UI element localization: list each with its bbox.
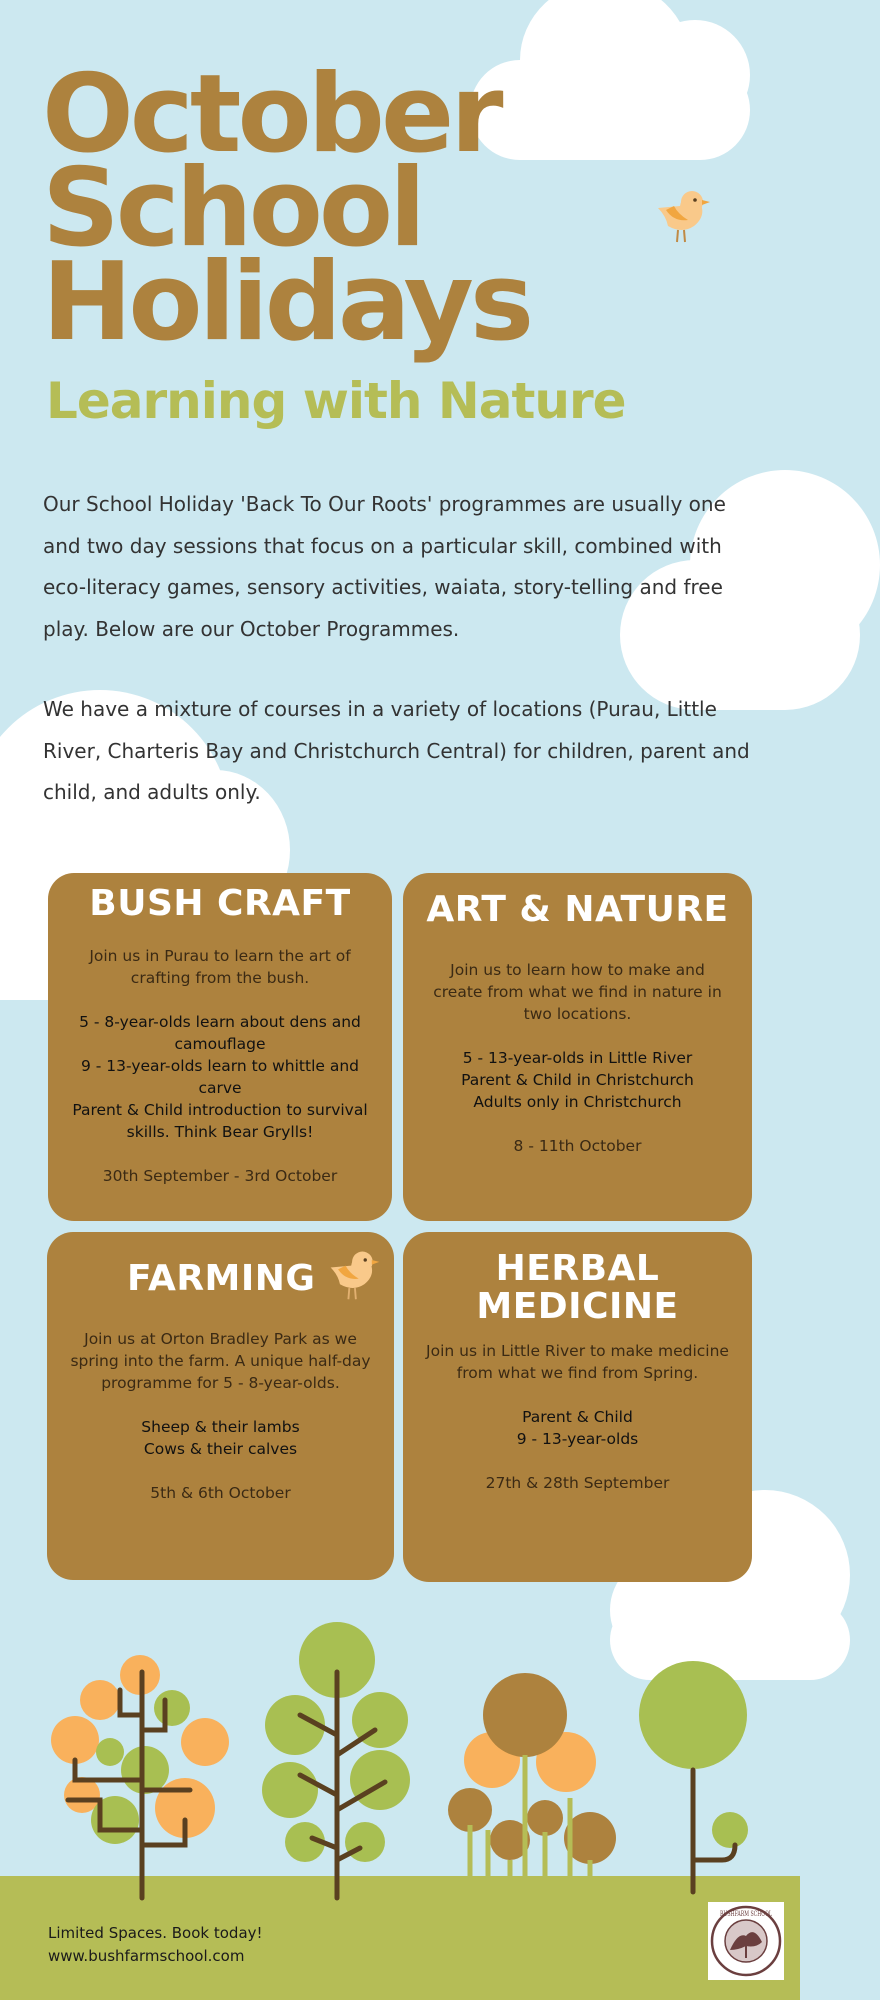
card-line: Parent & Child (522, 1408, 633, 1426)
page-subtitle: Learning with Nature (46, 372, 626, 430)
intro-paragraph-2: We have a mixture of courses in a variety of locations (Purau, Little River, Charteris Bay and Christchurch Central) for children, parent and child, and adults only. (43, 697, 750, 804)
card-line: Parent & Child in Christchurch (461, 1071, 694, 1089)
card-line: 5 - 13-year-olds in Little River (462, 1049, 693, 1067)
card-dates: 5th & 6th October (150, 1484, 291, 1502)
card-dates: 30th September - 3rd October (102, 1167, 338, 1185)
tree-icon (51, 1655, 229, 1898)
footer-cta: Limited Spaces. Book today! (48, 1924, 263, 1942)
page-title: October School Holidays (42, 52, 531, 365)
card-line: Cows & their calves (143, 1440, 298, 1458)
card-description: Join us at Orton Bradley Park as we spring into the farm. A unique half-day programme for 5 - 8-year-olds. (70, 1330, 371, 1392)
footer-contact (48, 1922, 263, 1968)
card-description: Join us in Purau to learn the art of crafting from the bush. (89, 947, 351, 987)
card-line: 5 - 8-year-olds learn about dens and camouflage (79, 1013, 361, 1053)
card-line: 9 - 13-year-olds learn to whittle and carve (80, 1057, 360, 1097)
bird-icon (325, 1246, 383, 1302)
tree-icon (448, 1673, 616, 1878)
card-line: Adults only in Christchurch (473, 1093, 682, 1111)
card-title-art-nature: ART & NATURE (426, 889, 729, 930)
footer-website-link[interactable]: www.bushfarmschool.com (48, 1947, 245, 1965)
card-bush-craft (48, 873, 392, 1221)
card-title-farming: FARMING (127, 1258, 316, 1299)
card-line: Sheep & their lambs (141, 1418, 300, 1436)
card-dates: 27th & 28th September (485, 1474, 670, 1492)
card-herbal-medicine (403, 1232, 752, 1582)
card-description: Join us to learn how to make and create from what we find in nature in two locations. (433, 961, 722, 1023)
intro-paragraph-1: Our School Holiday 'Back To Our Roots' programmes are usually one and two day sessions that focus on a particular skill, combined with eco-literacy games, sensory activities, waiata, story-telling and free play. Below are our October Programmes. (43, 492, 726, 641)
bushfarm-logo (708, 1902, 784, 1980)
card-line: Parent & Child introduction to survival skills. Think Bear Grylls! (72, 1101, 368, 1141)
tree-icon (262, 1622, 410, 1898)
card-description: Join us in Little River to make medicine from what we find from Spring. (426, 1342, 729, 1382)
card-farming (47, 1232, 394, 1580)
trees-illustration (0, 1620, 800, 1900)
card-line: 9 - 13-year-olds (516, 1430, 639, 1448)
bird-icon (652, 186, 714, 244)
svg-text:BUSHFARM SCHOOL: BUSHFARM SCHOOL (720, 1910, 773, 1918)
card-title-herbal-medicine: HERBAL MEDICINE (476, 1248, 679, 1327)
card-title-bush-craft: BUSH CRAFT (89, 883, 351, 924)
tree-icon (639, 1661, 748, 1892)
card-dates: 8 - 11th October (513, 1137, 642, 1155)
card-art-nature (403, 873, 752, 1221)
